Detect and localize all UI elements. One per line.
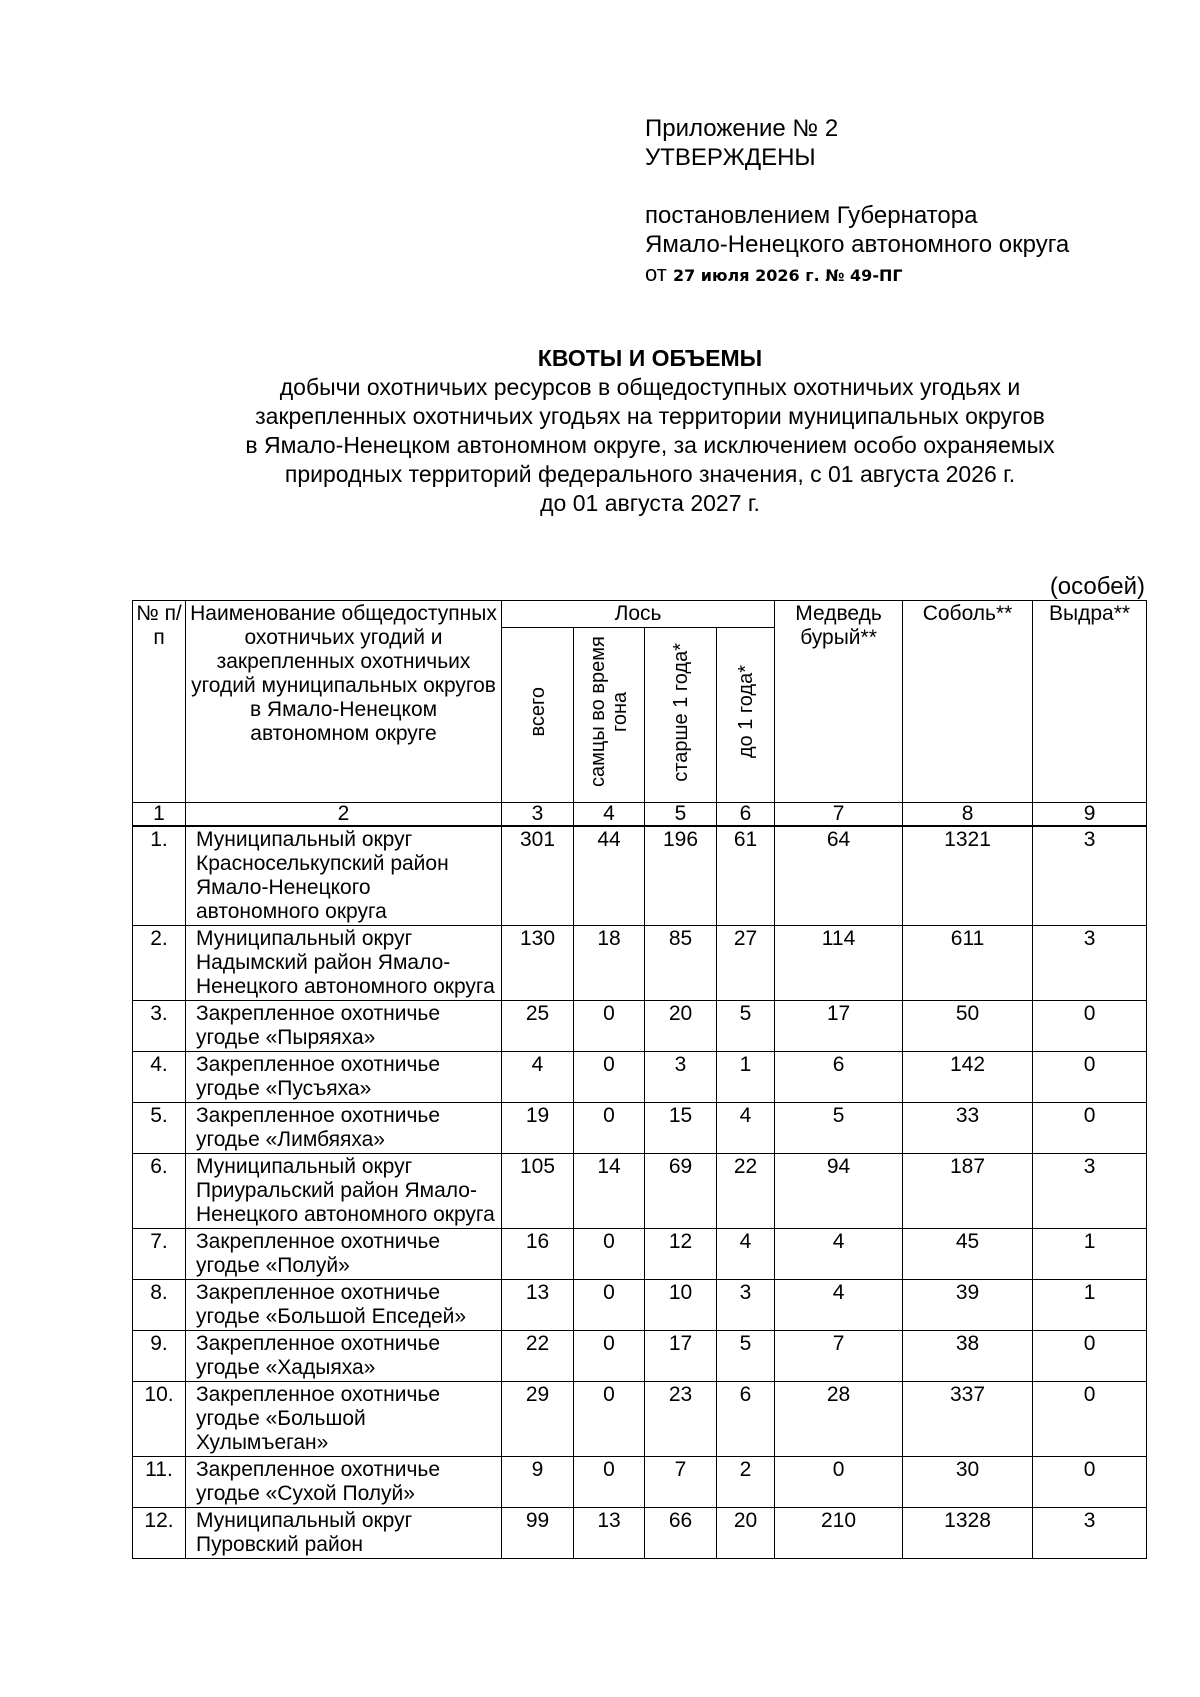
row-number: 1.: [133, 826, 186, 926]
table-row: [133, 826, 1147, 926]
title-heading: КВОТЫ И ОБЪЕМЫ: [537, 345, 763, 371]
row-value: 25: [502, 1001, 574, 1052]
title-line-5: до 01 августа 2027 г.: [540, 490, 760, 516]
row-value: 142: [903, 1052, 1033, 1103]
approval-date-line: [645, 259, 1069, 290]
row-number: 2.: [133, 926, 186, 1001]
row-value: 16: [502, 1229, 574, 1280]
table-row: [133, 926, 1147, 1001]
row-value: 337: [903, 1382, 1033, 1457]
row-value: 17: [645, 1331, 717, 1382]
row-value: 45: [903, 1229, 1033, 1280]
row-value: 0: [574, 1331, 645, 1382]
row-value: 0: [1033, 1331, 1147, 1382]
row-value: 39: [903, 1280, 1033, 1331]
header-sable: Соболь**: [903, 601, 1033, 803]
row-value: 301: [502, 826, 574, 926]
row-value: 4: [717, 1229, 775, 1280]
row-value: 1: [1033, 1280, 1147, 1331]
row-value: 130: [502, 926, 574, 1001]
table-row: [133, 1052, 1147, 1103]
row-value: 22: [502, 1331, 574, 1382]
row-value: 13: [502, 1280, 574, 1331]
row-value: 99: [502, 1508, 574, 1559]
row-value: 69: [645, 1154, 717, 1229]
row-name: Муниципальный округ Надымский район Ямало-Ненецкого автономного округа: [186, 926, 502, 1001]
row-value: 4: [717, 1103, 775, 1154]
row-value: 50: [903, 1001, 1033, 1052]
row-value: 29: [502, 1382, 574, 1457]
row-value: 14: [574, 1154, 645, 1229]
header-elk-total: всего: [502, 628, 574, 803]
row-value: 23: [645, 1382, 717, 1457]
row-name: Закрепленное охотничье угодье «Пыряяха»: [186, 1001, 502, 1052]
title-line-1: добычи охотничьих ресурсов в общедоступных охотничьих угодьях и: [279, 374, 1021, 400]
row-value: 4: [775, 1280, 903, 1331]
approval-date: 27 июля 2026 г. № 49-ПГ: [672, 266, 903, 285]
header-elk-older: старше 1 года*: [645, 628, 717, 803]
date-prefix: от: [645, 261, 667, 286]
row-value: 5: [775, 1103, 903, 1154]
row-value: 10: [645, 1280, 717, 1331]
row-value: 0: [775, 1457, 903, 1508]
row-number: 10.: [133, 1382, 186, 1457]
table-row: [133, 1331, 1147, 1382]
approved-by-line1: постановлением Губернатора: [645, 202, 978, 229]
title-line-2: закрепленных охотничьих угодьях на территории муниципальных округов: [255, 403, 1045, 429]
table-row: [133, 1001, 1147, 1052]
row-name: Муниципальный округ Пуровский район: [186, 1508, 502, 1559]
unit-label: (особей): [1049, 573, 1145, 600]
row-value: 0: [574, 1280, 645, 1331]
title-line-3: в Ямало-Ненецком автономном округе, за исключением особо охраняемых: [245, 432, 1055, 458]
row-name: Закрепленное охотничье угодье «Лимбяяха»: [186, 1103, 502, 1154]
row-value: 3: [1033, 826, 1147, 926]
row-value: 27: [717, 926, 775, 1001]
row-value: 1: [717, 1052, 775, 1103]
row-number: 7.: [133, 1229, 186, 1280]
row-name: Муниципальный округ Приуральский район Ямало-Ненецкого автономного округа: [186, 1154, 502, 1229]
row-value: 7: [645, 1457, 717, 1508]
table-row: [133, 1229, 1147, 1280]
approved-label: УТВЕРЖДЕНЫ: [645, 144, 816, 171]
header-num: № п/п: [133, 601, 186, 803]
table-row: [133, 1382, 1147, 1457]
row-value: 0: [574, 1457, 645, 1508]
row-value: 611: [903, 926, 1033, 1001]
row-value: 28: [775, 1382, 903, 1457]
quota-table: [132, 600, 1147, 1559]
col-number: 9: [1033, 803, 1147, 827]
row-value: 1328: [903, 1508, 1033, 1559]
row-value: 114: [775, 926, 903, 1001]
row-value: 94: [775, 1154, 903, 1229]
row-value: 9: [502, 1457, 574, 1508]
row-value: 0: [1033, 1457, 1147, 1508]
row-value: 0: [574, 1001, 645, 1052]
row-number: 4.: [133, 1052, 186, 1103]
row-value: 1321: [903, 826, 1033, 926]
row-value: 44: [574, 826, 645, 926]
row-value: 13: [574, 1508, 645, 1559]
row-number: 5.: [133, 1103, 186, 1154]
row-value: 38: [903, 1331, 1033, 1382]
table-row: [133, 1103, 1147, 1154]
row-value: 17: [775, 1001, 903, 1052]
row-value: 20: [717, 1508, 775, 1559]
approved-by-line2: Ямало-Ненецкого автономного округа: [645, 231, 1070, 258]
row-value: 15: [645, 1103, 717, 1154]
col-number: 4: [574, 803, 645, 827]
col-number: 3: [502, 803, 574, 827]
row-value: 6: [775, 1052, 903, 1103]
row-value: 1: [1033, 1229, 1147, 1280]
row-value: 22: [717, 1154, 775, 1229]
col-number: 2: [186, 803, 502, 827]
row-value: 4: [502, 1052, 574, 1103]
row-value: 210: [775, 1508, 903, 1559]
header-name: Наименование общедоступных охотничьих угодий и закрепленных охотничьих угодий муниципальных округов в Ямало-Ненецком автономном округе: [186, 601, 502, 803]
row-value: 0: [574, 1382, 645, 1457]
row-value: 187: [903, 1154, 1033, 1229]
row-value: 7: [775, 1331, 903, 1382]
row-name: Муниципальный округ Красноселькупский район Ямало-Ненецкого автономного округа: [186, 826, 502, 926]
row-value: 3: [645, 1052, 717, 1103]
row-name: Закрепленное охотничье угодье «Большой Епседей»: [186, 1280, 502, 1331]
row-name: Закрепленное охотничье угодье «Пусъяха»: [186, 1052, 502, 1103]
row-name: Закрепленное охотничье угодье «Полуй»: [186, 1229, 502, 1280]
row-name: Закрепленное охотничье угодье «Сухой Полуй»: [186, 1457, 502, 1508]
header-bear: Медведь бурый**: [775, 601, 903, 803]
column-numbers-row: [133, 803, 1147, 827]
row-number: 6.: [133, 1154, 186, 1229]
row-value: 20: [645, 1001, 717, 1052]
row-value: 61: [717, 826, 775, 926]
col-number: 6: [717, 803, 775, 827]
row-value: 18: [574, 926, 645, 1001]
row-value: 0: [574, 1103, 645, 1154]
row-number: 8.: [133, 1280, 186, 1331]
row-value: 2: [717, 1457, 775, 1508]
row-number: 12.: [133, 1508, 186, 1559]
row-value: 0: [1033, 1001, 1147, 1052]
col-number: 5: [645, 803, 717, 827]
row-value: 3: [717, 1280, 775, 1331]
row-number: 3.: [133, 1001, 186, 1052]
row-name: Закрепленное охотничье угодье «Хадыяха»: [186, 1331, 502, 1382]
header-elk-males: самцы во время гона: [574, 628, 645, 803]
header-otter: Выдра**: [1033, 601, 1147, 803]
table-row: [133, 1280, 1147, 1331]
row-value: 0: [1033, 1103, 1147, 1154]
row-value: 19: [502, 1103, 574, 1154]
row-value: 64: [775, 826, 903, 926]
row-value: 66: [645, 1508, 717, 1559]
row-value: 196: [645, 826, 717, 926]
table-row: [133, 1508, 1147, 1559]
row-value: 105: [502, 1154, 574, 1229]
row-value: 4: [775, 1229, 903, 1280]
row-value: 3: [1033, 1154, 1147, 1229]
row-value: 0: [1033, 1382, 1147, 1457]
header-elk-under: до 1 года*: [717, 628, 775, 803]
row-name: Закрепленное охотничье угодье «Большой Хулымъеган»: [186, 1382, 502, 1457]
row-value: 5: [717, 1331, 775, 1382]
table-row: [133, 1154, 1147, 1229]
row-number: 11.: [133, 1457, 186, 1508]
row-value: 0: [574, 1229, 645, 1280]
col-number: 1: [133, 803, 186, 827]
row-value: 0: [574, 1052, 645, 1103]
col-number: 7: [775, 803, 903, 827]
row-value: 12: [645, 1229, 717, 1280]
table-row: [133, 1457, 1147, 1508]
row-value: 3: [1033, 1508, 1147, 1559]
document-title: [100, 344, 1200, 518]
col-number: 8: [903, 803, 1033, 827]
appendix-block: [645, 114, 1069, 290]
row-number: 9.: [133, 1331, 186, 1382]
row-value: 33: [903, 1103, 1033, 1154]
row-value: 0: [1033, 1052, 1147, 1103]
title-line-4: природных территорий федерального значения, с 01 августа 2026 г.: [284, 461, 1016, 487]
header-elk: Лось: [502, 601, 775, 628]
appendix-number: Приложение № 2: [645, 115, 839, 142]
row-value: 3: [1033, 926, 1147, 1001]
row-value: 5: [717, 1001, 775, 1052]
row-value: 6: [717, 1382, 775, 1457]
row-value: 30: [903, 1457, 1033, 1508]
row-value: 85: [645, 926, 717, 1001]
